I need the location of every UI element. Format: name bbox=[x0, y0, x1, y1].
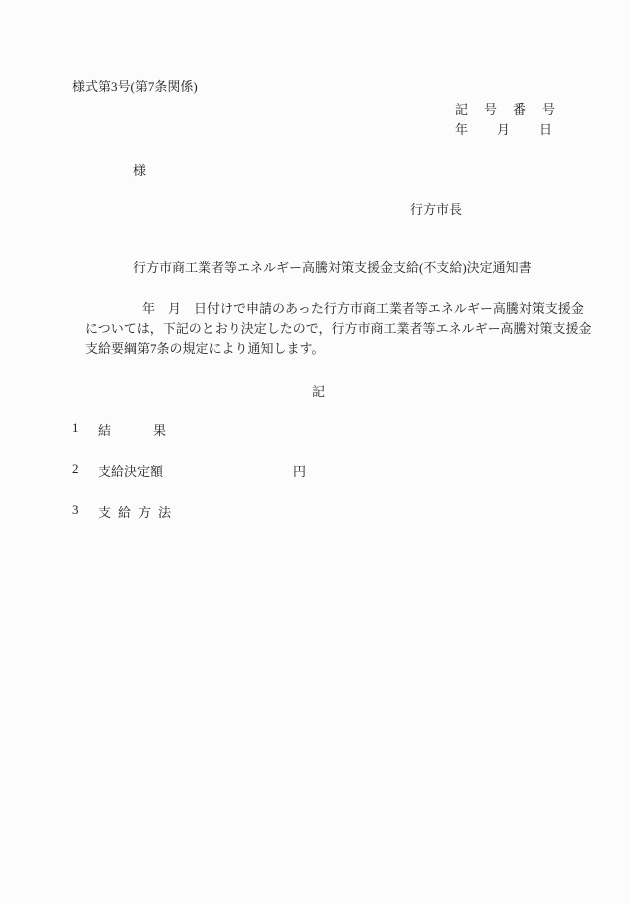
list-item-result bbox=[0, 420, 630, 436]
item-label-payment-method: 支給方法 bbox=[98, 505, 179, 520]
item-number: 1 bbox=[72, 420, 79, 435]
addressee-honorific: 様 bbox=[133, 163, 147, 178]
body-text-line-2: については，下記のとおり決定したので，行方市商工業者等エネルギー高騰対策支援金 bbox=[85, 321, 592, 336]
body-text-line-3: 支給要綱第7条の規定により通知します。 bbox=[85, 341, 325, 356]
item-label-result: 結果 bbox=[98, 423, 209, 438]
list-item-decided-amount bbox=[0, 461, 630, 477]
list-item-payment-method bbox=[0, 502, 630, 518]
item-number: 3 bbox=[72, 502, 79, 517]
document-title: 行方市商工業者等エネルギー高騰対策支援金支給(不支給)決定通知書 bbox=[133, 260, 532, 275]
item-number: 2 bbox=[72, 461, 79, 476]
item-label-decided-amount: 支給決定額 bbox=[98, 464, 164, 479]
date-blank-label: 年月日 bbox=[455, 122, 582, 137]
body-text-line-1: 年 月 日付けで申請のあった行方市商工業者等エネルギー高騰対策支援金 bbox=[142, 301, 584, 316]
form-number-label: 様式第3号(第7条関係) bbox=[72, 79, 198, 94]
sender-title: 行方市長 bbox=[410, 202, 463, 217]
record-marker: 記 bbox=[312, 384, 326, 399]
reference-number-label: 記号番号 bbox=[455, 102, 572, 117]
item-unit-yen: 円 bbox=[293, 464, 307, 479]
